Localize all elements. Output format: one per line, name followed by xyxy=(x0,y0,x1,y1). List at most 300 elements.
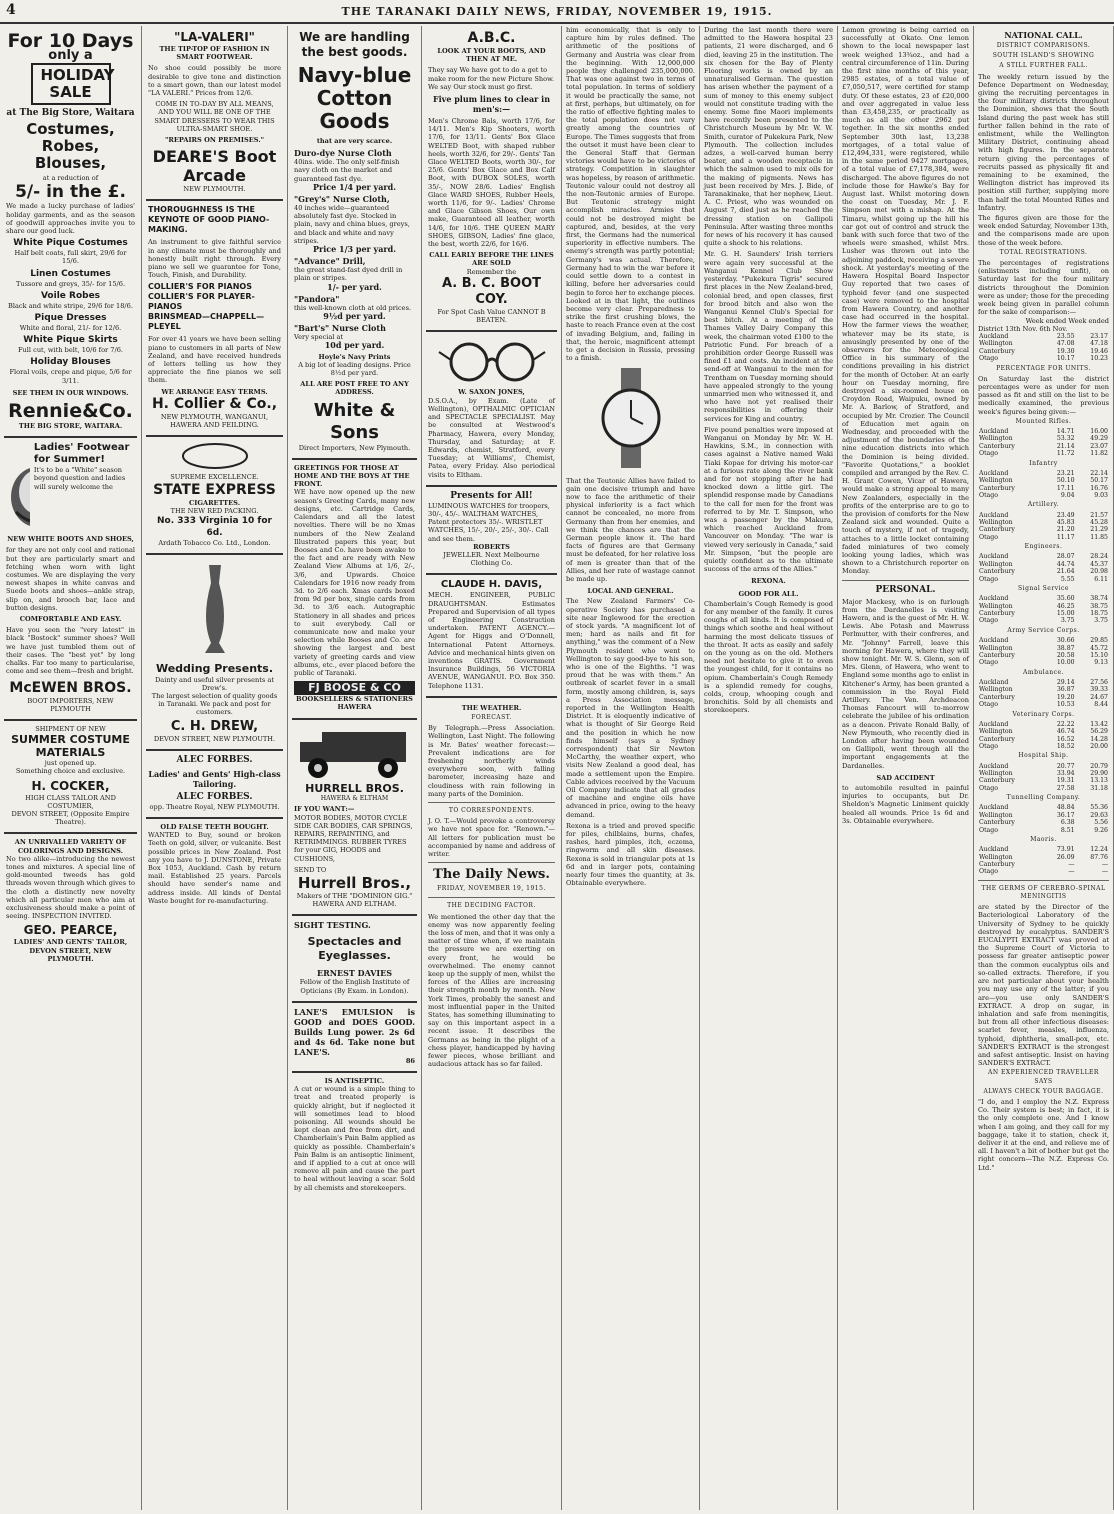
stats-row xyxy=(978,470,1109,477)
hurrell-logo-sub: HAWERA & ELTHAM xyxy=(320,794,389,802)
district-cell: Auckland xyxy=(979,637,1009,645)
holiday-items-list xyxy=(6,238,135,385)
percent-cell: 9.04 xyxy=(1060,492,1075,499)
collier-pianos: COLLIER'S FOR PIANOS COLLIER'S FOR PLAYER-PIANOS xyxy=(148,282,255,312)
percent-cell: 19.20 xyxy=(1056,693,1075,701)
column-2 xyxy=(142,26,288,1510)
unit-heading: Maoris. xyxy=(1030,836,1057,844)
germs-heading: THE GERMS OF CEREBRO-SPINAL MENINGITIS xyxy=(981,884,1106,901)
antiseptic-text: A cut or wound is a simple thing to treat and treated properly is quickly alright, but if neglected it will sometimes lead to blood poisoning. All wounds should be kept clean and free from dirt, and Chamberlain's Pain Balm applied as quickly as possible. Chamberlain's Pain Balm is an antiseptic liniment, and if applied to a cut at once will remove all pain and cause the part to heal without leaving a scar. Sold by all chemists and storekeepers. xyxy=(294,1085,415,1192)
district-cell: Auckland xyxy=(979,469,1009,477)
unrivalled-text: No two alike—introducing the newest tones and mixtures. A special line of gold-mounted tweeds has gold threads woven through which gives to the cloth a distinctly new novelty which all particular men who aim at exclusiveness should make a point of seeing. INSPECTION INVITED. xyxy=(6,854,135,921)
wedding-heading: Wedding Presents. xyxy=(155,661,274,675)
percent-cell: 15.00 xyxy=(1056,610,1075,618)
factor-text: We mentioned the other day that the enemy was now apparently feeling the loss of men, and that it was only a matter of time when, if we maintain the pressure we are exerting on every front, he would be overwhelmed. The enemy cannot keep up the supply of men, whilst the forces of the Allies are increasing their strength month by month. New York Times, probably the sanest and most influential paper in the United States, has something illuminating to say on this important aspect in a recent issue. It describes the Germans as being in the plight of a chess player, handicapped by having fewer pieces, whose brilliant and audacious attack has so far failed. xyxy=(428,912,555,1069)
footwear-boots: NEW WHITE BOOTS AND SHOES, xyxy=(7,535,134,544)
percent-cell: 87.76 xyxy=(1090,853,1108,861)
percent-cell: 50.10 xyxy=(1056,477,1075,485)
comfort-heading: COMFORTABLE AND EASY. xyxy=(19,615,122,624)
district-cell: Auckland xyxy=(979,846,1009,854)
windows-note: SEE THEM IN OUR WINDOWS. xyxy=(12,388,129,397)
weather-section xyxy=(426,698,557,1071)
fabric-price: 10d per yard. xyxy=(324,340,385,351)
vase-illustration xyxy=(195,559,235,659)
district-cell: Canterbury xyxy=(979,484,1015,492)
percent-cell: 47.08 xyxy=(1056,340,1075,348)
totals-text: The percentages of registrations (enlistments including unfit), on Saturday last for the four military districts throughout the Dominion were as under; those for the preceding week being given in parallel column for the sake of comparison:— xyxy=(978,259,1109,317)
hoyle-heading: Hoyle's Navy Prints xyxy=(318,352,391,361)
navy-heading: Navy-blue Cotton Goods xyxy=(297,63,412,133)
newspaper-title: THE TARANAKI DAILY NEWS, FRIDAY, NOVEMBER 19, 1915. xyxy=(341,5,773,18)
wedding-sub: Dainty and useful silver presents at Drew's. xyxy=(155,675,274,692)
district-cell: Otago xyxy=(979,575,998,583)
percent-heading: PERCENTAGE FOR UNITS. xyxy=(996,364,1091,372)
holiday-item-name: Pique Dresses xyxy=(34,313,107,324)
stats-row xyxy=(978,819,1109,826)
percent-cell: 46.74 xyxy=(1056,728,1075,736)
ardath-line: Ardath Tobacco Co. Ltd., London. xyxy=(158,539,271,548)
percent-cell: 31.18 xyxy=(1090,784,1108,792)
lanes-text: LANE'S EMULSION is GOOD and DOES GOOD. Builds Lung power. 2s 6d and 4s 6d. Take none but LANE'S. xyxy=(294,1006,415,1057)
handling-heading: We are handling the best goods. xyxy=(299,30,410,59)
stats-row xyxy=(978,512,1109,519)
stats-row xyxy=(978,777,1109,784)
remember-line: Remember the xyxy=(466,267,517,276)
greetings-heading: GREETINGS FOR THOSE AT HOME AND THE BOYS AT THE FRONT. xyxy=(294,463,410,489)
stats-row xyxy=(978,492,1109,499)
percent-cell: 21.20 xyxy=(1056,526,1075,534)
percent-cell: 36.17 xyxy=(1056,811,1075,819)
news-items-1: During the last month there were admitted to the Hawera hospital 23 patients, 21 were discharged, and 6 died, leaving 25 in the institution. The six chosen for the Bay of Plenty Flooring works is owned by an unnaturalised German. The question has arisen whether the payment of a sum of money to this enemy subject would not constitute trading with the enemy. Some fine Maori implements have recently been presented to the Christchurch Museum by Mr. W. W. Smith, curator of Pukekura Park, New Plymouth. The collection includes adzes, a well-carved human berry beater, and a wooden receptacle in which the salmon used to mix oils for the making of pigments. News has just been received by Mrs. J. Bide, of Taranakinake, that her nephew, Lieut. A. C. Priest, who was wounded on August 7, died just as he reached the dressing station on Gallipoli Peninsula. After wasting three months for news of his recovery it has caused quite a shock to his relations. xyxy=(704,26,833,248)
unit-table xyxy=(978,470,1109,500)
greetings-text: WE have now opened up the new season's Greeting Cards, many new designs, etc. Cartridge Cards, Calendars and all the latest novelties. There will be no Xmas numbers of the New Zealand Illustrated papers this year, but Booses and Co. have been awake to the fact and are ready with New Zealand View Albums at 1/6, 2/-, 3/6, and Upwards. Choice Calendars for 1916 now ready from 3d. to 2/6 each. Xmas cards boxed from 9d per box, single cards from 3d. to 3/6 each. Autographic Stationery in all shades and prices to suit everybody. Call or communicate now and make your selection while Booses and Co. are showing the largest and best variety of greeting cards and view albums, etc., ever placed before the public of Taranaki. xyxy=(294,488,415,677)
percent-cell: 9.26 xyxy=(1094,826,1108,834)
stats-row xyxy=(978,595,1109,602)
percent-cell: 21.29 xyxy=(1090,526,1108,534)
correspondents-text: J. O. T.—Would provoke a controversy we have not space for. "Renown."—All letters for publication must be accompanied by name and address of writer. xyxy=(428,817,555,859)
district-cell: Auckland xyxy=(979,511,1009,519)
district-cell: Otago xyxy=(979,701,998,709)
unit-heading: Army Service Corps. xyxy=(1007,626,1080,634)
percent-cell: 36.87 xyxy=(1056,686,1075,694)
further-fall-sub: A STILL FURTHER FALL. xyxy=(999,62,1088,70)
district-cell: Wellington xyxy=(979,340,1013,348)
bargain-lines: Men's Chrome Bals, worth 17/6, for 14/11. Men's Kip Shooters, worth 17/6, for 13/11. Gents' Box Glace WELTED Boot, with shaped rubber heels, worth 32/6, for 29/-. Gents' Tan Glace WELTED Boots, worth 30/-, for 25/6. Gents' Box Glace and Box Calf Boot, with DUBOX SOLES, worth 35/-, NOW 28/6. Ladies' English Glace WARD SHOES, Rubber Heels, worth 11/6, for 9/-. Ladies' Chrome and Glace Gibson Shoes, Our own make, Guaranteed all leather, worth 14/6, for 10/6. THE QUEEN MARY SHOES, GIBSON, Ladies' fine glace, the best, worth 22/6, for 16/6. xyxy=(428,117,555,249)
percent-cell: — xyxy=(1068,861,1075,869)
percent-cell: 27.58 xyxy=(1056,784,1075,792)
percent-cell: 8.51 xyxy=(1060,826,1075,834)
national-intro: The weekly return issued by the Defence Department on Wednesday, giving the recruiting percentages in the four military districts throughout the Dominion, shows that the South Island during the past week has still further fallen behind in the rate of enlistment, while the Wellington Military District, continuing ahead with high figures. In the separate return giving the percentages of recruits passed as physically fit and remaining to be examined, the Wellington district has improved its position still further, supplying more than half the total Mounted Rifles and Infantry. xyxy=(978,72,1109,212)
good-for-all-heading: GOOD FOR ALL. xyxy=(738,589,799,598)
stats-row xyxy=(978,686,1109,693)
percent-cell: 53.32 xyxy=(1056,435,1075,443)
fabric-desc: the great stand-fast dyed drill in plain or stripes. xyxy=(294,266,403,283)
saxon-ad xyxy=(426,332,557,486)
percent-cell: 22.14 xyxy=(1090,469,1108,477)
percent-cell: 10.23 xyxy=(1090,355,1108,363)
mcewen-logo: McEWEN BROS. xyxy=(9,679,132,696)
percent-cell: 22.22 xyxy=(1056,720,1075,728)
cocker-address: DEVON STREET, (Opposite Empire Theatre). xyxy=(11,809,130,827)
percent-cell: 21.14 xyxy=(1056,442,1075,450)
district-cell: Otago xyxy=(979,784,998,792)
good-for-all-text: Chamberlain's Cough Remedy is good for any member of the family. It cures coughs of all kinds. It is composed of things which soothe and heal without harming the most delicate tissues of the throat. It acts as easily and safely on the young as on the old. Mothers need not hesitate to give it to even the youngest child, for it contains no opium. Chamberlain's Cough Remedy is a splendid remedy for coughs, colds, croup, whooping cough and bronchitis. Sold by all chemists and storekeepers. xyxy=(704,599,833,715)
district-cell: Canterbury xyxy=(979,735,1015,743)
stats-row xyxy=(978,659,1109,666)
fabric-name: "Bart's" Nurse Cloth xyxy=(294,323,386,334)
week-dates: District 13th Nov. 6th Nov. xyxy=(978,324,1068,333)
lavaleri-sub: THE TIP-TOP OF FASHION IN SMART FOOTWEAR. xyxy=(159,45,270,62)
percent-cell: 56.29 xyxy=(1090,728,1108,736)
traveller-heading: AN EXPERIENCED TRAVELLER SAYS xyxy=(988,1069,1099,1085)
district-cell: Otago xyxy=(979,450,998,458)
district-cell: Auckland xyxy=(979,762,1009,770)
davies-name: ERNEST DAVIES xyxy=(316,968,393,979)
dateline: FRIDAY, NOVEMBER 19, 1915. xyxy=(437,885,546,893)
tyres-list: MOTOR BODIES, MOTOR CYCLE SIDE CAR BODIES, CAR SPRINGS, REPAIRS, REPAINTING, and RETRIMMINGS. RUBBER TYRES for your GIG, HOODS and CUSHIONS, xyxy=(294,813,413,863)
holiday-item-desc: Full cut, with belt, 10/6 for 7/6. xyxy=(17,346,123,355)
motor-car-illustration xyxy=(294,724,417,780)
percent-cell: 23.07 xyxy=(1090,442,1108,450)
presents-heading: Presents for All! xyxy=(450,490,533,501)
percent-cell: 11.17 xyxy=(1056,533,1075,541)
fabric-name: "Grey's" Nurse Cloth, xyxy=(294,194,390,205)
stats-row xyxy=(978,534,1109,541)
percent-cell: 23.55 xyxy=(1056,332,1075,340)
percent-cell: 47.18 xyxy=(1090,340,1108,348)
unit-table xyxy=(978,553,1109,583)
percent-cell: 11.82 xyxy=(1090,450,1108,458)
percent-cell: 23.49 xyxy=(1056,511,1075,519)
supreme-line: SUPREME EXCELLENCE. xyxy=(170,473,259,482)
forecast-heading: FORECAST. xyxy=(471,713,512,721)
state-express-logo: STATE EXPRESS xyxy=(153,481,276,498)
column-5 xyxy=(562,26,700,1510)
stats-row xyxy=(978,645,1109,652)
percent-cell: 29.85 xyxy=(1090,637,1108,645)
percent-cell: 20.98 xyxy=(1090,568,1108,576)
column-6 xyxy=(700,26,838,1510)
percent-cell: 8.44 xyxy=(1094,701,1108,709)
fabric-desc: 40ins. wide. The only self-finish navy cloth on the market and guaranteed fast dye. xyxy=(294,158,400,183)
totals-heading: TOTAL REGISTRATIONS. xyxy=(999,248,1088,256)
shipment-line: SHIPMENT OF NEW xyxy=(35,724,106,733)
district-cell: Canterbury xyxy=(979,819,1015,827)
stats-row xyxy=(978,340,1109,347)
forbes-ad xyxy=(146,751,283,819)
baggage-text: "I do, and I employ the N.Z. Express Co. Their system is best; in fact, it is the only complete one. And I know when I am going, and they call for my baggage, take it to station, check it, deliver it at the end, and relieve me of all. I haven't a bit of bother but get the right concern—The N.Z. Express Co. Ltd." xyxy=(978,1097,1109,1172)
weather-text: By Telegraph.—Press Association. Wellington, Last Night. The following is Mr. Bates' weather forecast:— Prevalent indications are for freshening northerly winds everywhere soon, with falling barometer, increasing haze and cloudiness with rain following in many parts of the Dominion. xyxy=(428,724,555,798)
cocker-logo: H. COCKER, xyxy=(31,778,110,793)
stats-row xyxy=(978,694,1109,701)
stats-row xyxy=(978,485,1109,492)
percent-cell: 46.25 xyxy=(1056,602,1075,610)
stats-row xyxy=(978,348,1109,355)
holiday-headline: For 10 Days xyxy=(7,30,134,52)
roberts-ad xyxy=(426,487,557,576)
unit-heading: Signal Service xyxy=(1018,585,1069,593)
district-cell: Canterbury xyxy=(979,610,1015,618)
percent-cell: 30.66 xyxy=(1056,637,1075,645)
district-cell: Otago xyxy=(979,533,998,541)
district-cell: Otago xyxy=(979,742,998,750)
davis-text: MECH. ENGINEER, PUBLIC DRAUGHTSMAN. Estimates Prepared and Supervision of all types of Engineering Construction undertaken. PATENT AGENCY.—Agent for Higgs and O'Donnell, International Patent Attorneys. Advice and mechanical hints given on inventions GRATIS. Government Insurance Buildings, 56 VICTORIA AVENUE, WANGANUI. P.O. Box 350. Telephone 1131. xyxy=(428,591,555,690)
stats-row xyxy=(978,652,1109,659)
lanes-ad xyxy=(292,1003,417,1073)
percent-cell: 14.71 xyxy=(1056,427,1075,435)
percent-cell: 33.94 xyxy=(1056,769,1075,777)
unit-table xyxy=(978,637,1109,667)
percent-cell: 38.74 xyxy=(1090,595,1108,603)
district-cell: Canterbury xyxy=(979,777,1015,785)
stats-row xyxy=(978,553,1109,560)
unit-table xyxy=(978,721,1109,751)
percent-cell: 21.64 xyxy=(1056,568,1075,576)
pearce-ad xyxy=(4,834,137,969)
presents-text: LUMINOUS WATCHES for troopers, 30/-, 45/-. WALTHAM WATCHES, Patent protectors 35/-. WRISTLET WATCHES, 15/-, 20/-, 25/-, 30/-. Call and see them. xyxy=(428,501,550,543)
percent-cell: 50.17 xyxy=(1090,477,1108,485)
forbes-tailoring: Ladies' and Gents' High-class Tailoring. xyxy=(148,768,281,789)
pearce-logo: GEO. PEARCE, xyxy=(23,923,118,938)
unit-heading: Engineers. xyxy=(1024,543,1063,551)
district-cell: Auckland xyxy=(979,332,1009,340)
percent-cell: 24.67 xyxy=(1090,693,1108,701)
fabric-name: Duro-dye Nurse Cloth xyxy=(294,148,392,159)
call-early: CALL EARLY BEFORE THE LINES ARE SOLD xyxy=(429,251,554,268)
holiday-item-name: White Pique Costumes xyxy=(13,238,128,249)
stats-row xyxy=(978,721,1109,728)
percent-cell: 16.00 xyxy=(1090,427,1108,435)
percent-cell: 12.24 xyxy=(1090,846,1108,854)
costumes-heading: Costumes, Robes, Blouses, xyxy=(26,120,115,173)
lavaleri-call: COME IN TO-DAY BY ALL MEANS, AND YOU WILL BE ONE OF THE SMART DRESSERS TO WEAR THIS ULTRA-SMART SHOE. xyxy=(154,100,275,133)
teeth-heading: OLD FALSE TEETH BOUGHT. xyxy=(160,822,269,831)
holiday-item-desc: Tussore and greys, 35/- for 15/6. xyxy=(15,279,126,288)
stats-row xyxy=(978,861,1109,868)
local-general-heading: LOCAL AND GENERAL. xyxy=(587,587,674,596)
holiday-only: only a xyxy=(48,48,93,63)
factor-heading: THE DECIDING FACTOR. xyxy=(447,902,536,910)
forbes-address: opp. Theatre Royal, NEW PLYMOUTH. xyxy=(149,802,280,811)
unit-table xyxy=(978,428,1109,458)
unit-heading: Tunnelling Company. xyxy=(1006,794,1081,802)
percent-cell: 19.31 xyxy=(1056,777,1075,785)
stats-row xyxy=(978,355,1109,362)
stats-row xyxy=(978,743,1109,750)
fabric-name: "Pandora" xyxy=(294,293,340,304)
davies-sub: Fellow of the English Institute of Opticians (By Exam. in London). xyxy=(299,978,410,995)
stats-row xyxy=(978,763,1109,770)
stats-row xyxy=(978,785,1109,792)
unit-table xyxy=(978,804,1109,834)
percent-cell: 38.87 xyxy=(1056,644,1075,652)
teeth-text: WANTED to Buy, sound or broken Teeth on gold, silver, or vulcanite. Best possible prices in New Zealand. Post any you have to J. DUNSTONE, Private Box 1053, Auckland. Cash by return mail. Established 25 years. Parcels should have sender's name and address inside. All kinds of Dental Waste bought for re-manufacturing. xyxy=(148,831,281,905)
stats-row xyxy=(978,804,1109,811)
percent-cell: 19.46 xyxy=(1090,347,1108,355)
percent-cell: 5.56 xyxy=(1094,819,1108,827)
cocker-ad xyxy=(4,721,137,834)
percent-cell: 15.10 xyxy=(1090,651,1108,659)
news-items-4: Lemon growing is being carried on successfully at Okato. One lemon shown to the local newspaper last week weighed 13¾oz., and had a central circumference of 11in. During the first nine months of this year, 2985 estates, of a total value of £7,050,517, were certified for stamp duty. Of these estates, 23 of £20,000 and over aggregated in value less than £3,458,235, or practically as much as all the other 2962 put together. In the six months ended September 30th last, 13,238 mortgages, of a total value of £12,494,331, were registered, while in the same period 9427 mortgages, of a total value of £7,178,384, were discharged. The above figures do not include those for Hawke's Bay for August last. Whilst motoring down the coast on Tuesday, Mr. J. F. Simpson met with a mishap. At the Timaru, whilst going up the hill his car got out of control and struck the bank with such force that two of the wheels were smashed, whilst Mrs. Lusher was thrown out into the adjoining paddock, receiving a severe shock. At yesterday's meeting of the Hawera Hospital Board Inspector Guy reported that two cases of typhoid fever (and one suspected case) were removed to the hospital from Hawera Country, and another case had occurred in the hospital. How the farmer views the weather, whatever may be its state, is amusingly presented by one of the observers for the Meteorological Office in his summary of the conditions prevailing in his district for the month of October. At an early hour on Tuesday morning, fire destroyed a six-roomed house on Croydon Road, Waipuku, owned by Mr. A. Barlow, of Stratford, and occupied by Mr. Crozier. The Council of Education met again on Wednesday, and proceeded with the adjustment of the boundaries of the nine education districts into which the Dominion is being divided. "Favorite Quotations," a booklet compiled and arranged by the Rev. C. H. Grant Cowen, Vicar of Hawera, would make a strong appeal to many New Zealanders, especially in the profits of the enterprise are to go to the provision of comforts for the New Zealand sick and wounded. Quite a touch of mystery, if not of tragedy, attaches to a little locket containing faded miniatures of two comely looking young ladies, which was shown to a Christchurch reporter on Monday. xyxy=(842,26,969,576)
stats-row xyxy=(978,736,1109,743)
district-cell: Canterbury xyxy=(979,861,1015,869)
unrivalled-heading: AN UNRIVALLED VARIETY OF COLORINGS AND DESIGNS. xyxy=(14,838,127,855)
stats-row xyxy=(978,854,1109,861)
rennie-logo: Rennie&Co. xyxy=(8,400,133,423)
baggage-heading: ALWAYS CHECK YOUR BAGGAGE. xyxy=(983,1087,1104,1095)
percent-cell: 3.75 xyxy=(1060,617,1075,625)
easy-terms: WE ARRANGE EASY TERMS. xyxy=(161,387,268,396)
weather-heading: THE WEATHER. xyxy=(461,703,522,712)
local-general-text: The New Zealand Farmers' Co-operative Society has purchased a site near Inglewood for the erection of stock yards. "A magnificent lot of men; hard as nails and fit for anything," was the comment of a New Plymouth resident who went to Wellington to say good-bye to his son, who is one of the Eighths. "I was proud that he was with them." An outbreak of scarlet fever in a small form, mostly among children, is, says a Press Association message, reported in the Wellington Health District. It is eloquently indicative of what is thought of Sir George Reid and the position in which he now finds himself (says a Sydney correspondent) that Sir Newton McCarthy, the weather expert, who visits New Zealand a good deal, has made a settlement upon the Empire. Cable advices received by the Vacuum Oil Company indicate that all grades of machine and engine oils have advanced in price, owing to the heavy demand. xyxy=(566,597,695,819)
stats-row xyxy=(978,770,1109,777)
unit-heading: Veterinary Corps. xyxy=(1012,710,1075,718)
saxon-name: W. SAXON JONES, xyxy=(458,388,525,397)
holiday-item-name: Voile Robes xyxy=(40,290,101,301)
units-tables xyxy=(978,418,1109,876)
stats-row xyxy=(978,333,1109,340)
rexona-heading: REXONA. xyxy=(751,577,786,586)
percent-cell: 11.85 xyxy=(1090,533,1108,541)
lavaleri-ad xyxy=(146,26,283,201)
holiday-item-desc: White and floral, 21/- for 12/6. xyxy=(19,324,122,333)
reduction-amount: 5/- in the £. xyxy=(15,182,126,203)
registrations-table xyxy=(978,333,1109,363)
collier-ad xyxy=(146,201,283,437)
editorial-end: That the Teutonic Allies have failed to gain one decisive triumph and have now to face the arithmetic of their physical inferiority is a fact which cannot be concealed, no more from Germany than from her enemies, and we think the chances are that the German people know it. The hard facts of figures are that Germany must be defeated, for her relative loss of men is greater than that of the Allies, and her rate of wastage cannot be made up. xyxy=(566,476,695,583)
unit-heading: Infantry xyxy=(1029,459,1058,467)
drew-ad xyxy=(146,555,283,750)
district-cell: Wellington xyxy=(979,811,1013,819)
percent-cell: 9.13 xyxy=(1094,659,1108,667)
davis-ad xyxy=(426,575,557,697)
bargains-heading: Five plum lines to clear in men's:— xyxy=(432,94,551,115)
holiday-item-name: White Pique Skirts xyxy=(23,335,118,346)
state-express-badge-icon xyxy=(180,441,250,471)
send-to: SEND TO xyxy=(294,865,327,874)
stats-row xyxy=(978,617,1109,624)
stats-row xyxy=(978,728,1109,735)
district-cell: Wellington xyxy=(979,644,1013,652)
district-cell: Auckland xyxy=(979,678,1009,686)
stats-row xyxy=(978,568,1109,575)
antiseptic-heading: IS ANTISEPTIC. xyxy=(324,1077,385,1085)
district-cell: Otago xyxy=(979,492,998,499)
district-cell: Wellington xyxy=(979,728,1013,736)
percent-cell: 14.28 xyxy=(1090,735,1108,743)
saxon-text: D.S.O.A., by Exam. (Late of Wellington), OPTHALMIC OPTICIAN and SPECTACLE SPECIALIST. May be consulted at Westwood's Pharmacy, Hawera, every Monday, Thursday, and Saturday; at F. Edwards, chemist, Stratford, every Tuesday; at Williams', Chemist, Patea, every Friday. Also periodical visits to Eltham. xyxy=(428,396,555,479)
column-1 xyxy=(0,26,142,1510)
antiseptic-ad xyxy=(292,1073,417,1198)
percent-cell: 44.74 xyxy=(1056,560,1075,568)
percent-cell: 55.36 xyxy=(1090,804,1108,812)
district-cell: Canterbury xyxy=(979,651,1015,659)
percent-cell: 6.38 xyxy=(1060,819,1075,827)
percent-cell: 45.37 xyxy=(1090,560,1108,568)
stats-row xyxy=(978,637,1109,644)
district-cell: Otago xyxy=(979,659,998,667)
holiday-sale-ad xyxy=(4,26,137,438)
district-cell: Auckland xyxy=(979,427,1009,435)
percent-cell: 16.76 xyxy=(1090,484,1108,492)
brinsmead-line: BRINSMEAD—CHAPPELL—PLEYEL xyxy=(148,312,265,332)
lavaleri-text: No shoe could possibly be more desirable to give tone and distinction to a smart gown, than our latest model "LA VALERI." Prices from 12/6. xyxy=(148,64,281,98)
percent-cell: 19.30 xyxy=(1056,347,1075,355)
percent-cell: 29.14 xyxy=(1056,678,1075,686)
column-3 xyxy=(288,26,422,1510)
holiday-item-name: Linen Costumes xyxy=(30,268,111,279)
collier-logo: H. Collier & Co., xyxy=(151,395,278,412)
percent-cell: 26.09 xyxy=(1056,853,1075,861)
percent-cell: 13.42 xyxy=(1090,720,1108,728)
percent-cell: 28.24 xyxy=(1090,553,1108,561)
hurrell-sub: Makers of THE "DOMINION GIG." HAWERA AND ELTHAM. xyxy=(296,891,413,909)
sad-accident-text: to automobile resulted in painful injuries to occupants, but Dr. Sheldon's Magnetic Liniment quickly healed all wounds. Price 1s 6d and 3s. Obtainable everywhere. xyxy=(842,784,969,825)
district-cell: Wellington xyxy=(979,853,1013,861)
column-7 xyxy=(838,26,974,1510)
pearce-sub: LADIES' AND GENTS' TAILOR, DEVON STREET, NEW PLYMOUTH. xyxy=(13,938,128,963)
hurrell-name: Hurrell Bros., xyxy=(297,873,412,892)
percent-cell: 20.58 xyxy=(1056,651,1075,659)
district-cell: Otago xyxy=(979,355,998,363)
boose-sub: BOOKSELLERS & STATIONERS HAWERA xyxy=(296,695,413,712)
holiday-item-name: Holiday Blouses xyxy=(30,357,111,368)
unit-heading: Mounted Rifles. xyxy=(1015,417,1072,425)
cigarettes-line: CIGARETTES. xyxy=(188,498,240,507)
percent-cell: 9.03 xyxy=(1094,492,1108,499)
percent-cell: 11.72 xyxy=(1056,450,1075,458)
unit-heading: Ambulance. xyxy=(1023,668,1064,676)
fabric-desc: Very special at xyxy=(294,333,344,342)
daily-news-heading: The Daily News. xyxy=(433,867,550,883)
editorial-continued: him economically, that is only to capture him by rules defined. The arithmetic of the positions of Germany and Austria was clear from the beginning. With 12,000,000 people they challenged 235,000,000. That was one against two in terms of total population. In terms of soldiery it would be practically the same, not at first, perhaps, but ultimately, on for the ratio of effective fighting males to the total population does not vary greatly among the countries of Europe. The Times suggests that from the outset it must have been clear to the General Staff that German victories would have to be victories of strategy. Competition in slaughter was hopeless, by reason of arithmetic. Teutonic valour could not destroy all the non-Teutonic armies of Europe. But Teutonic strategy might accomplish miracles. Armies that could not be destroyed might be captured, and, besides, at the very first, the Germans had the numerical superiority in effective numbers. The enemy's strength was partly potential; Germany's was actual. Therefore, Germany had to win the war before it could settle down to a contest in killing, before her adversaries could begin to force her to exchange pieces. Looked at in that light, the outlines become very clear. Preparedness to strike the first crushing blows, the haste to reach France even at the cost of invading Belgium, and, failing in that, the heroic, magnificent attempt to get a decision in Russia, pressing to a finish. xyxy=(566,26,695,363)
hurrell-logo-text: HURRELL BROS. xyxy=(305,781,404,795)
mcewen-sub: BOOT IMPORTERS, NEW PLYMOUTH xyxy=(27,696,114,713)
collier-text: For over 41 years we have been selling piano to customers in all parts of New Zealand, and have received hundreds of letters telling us how they appreciate the fine pianos we sell them. xyxy=(148,335,281,385)
percent-cell: 23.17 xyxy=(1090,332,1108,340)
stats-row xyxy=(978,576,1109,583)
stats-row xyxy=(978,868,1109,875)
percent-cell: 3.75 xyxy=(1094,617,1108,625)
boose-logo: FJ BOOSE & CO xyxy=(294,681,415,695)
opened-line: just opened up. xyxy=(44,759,97,768)
personal-heading: PERSONAL. xyxy=(875,584,936,595)
unit-table xyxy=(978,595,1109,625)
exclusive-line: Something choice and exclusive. xyxy=(15,767,126,776)
percent-cell: 48.84 xyxy=(1056,804,1075,812)
hoyle-text: A big lot of leading designs. Price 8½d per yard. xyxy=(298,360,411,378)
district-cell: Wellington xyxy=(979,519,1013,527)
percent-cell: — xyxy=(1101,868,1108,876)
deare-logo: DEARE'S Boot Arcade xyxy=(152,147,277,186)
percent-cell: 21.57 xyxy=(1090,511,1108,519)
week-header: Week ended Week ended xyxy=(1025,316,1109,325)
district-cell: Auckland xyxy=(979,553,1009,561)
unit-table xyxy=(978,846,1109,876)
national-call-heading: NATIONAL CALL. xyxy=(1004,30,1083,40)
stats-row xyxy=(978,701,1109,708)
thorough-heading: THOROUGHNESS IS THE KEYNOTE OF GOOD PIANO-MAKING. xyxy=(148,205,270,235)
district-cell: Canterbury xyxy=(979,442,1015,450)
thorough-text: An instrument to give faithful service in any climate must be thoroughly and honestly built right through. Every piano we sell we guarantee for Tone, Touch, Finish, and Durability. xyxy=(148,238,281,280)
district-cell: Wellington xyxy=(979,560,1013,568)
district-cell: Wellington xyxy=(979,769,1013,777)
percent-cell: 45.28 xyxy=(1090,519,1108,527)
fabric-price: Price 1/3 per yard. xyxy=(313,244,396,255)
stats-row xyxy=(978,603,1109,610)
drew-logo: C. H. DREW, xyxy=(170,718,259,734)
fabric-price: 9½d per yard. xyxy=(323,311,386,322)
